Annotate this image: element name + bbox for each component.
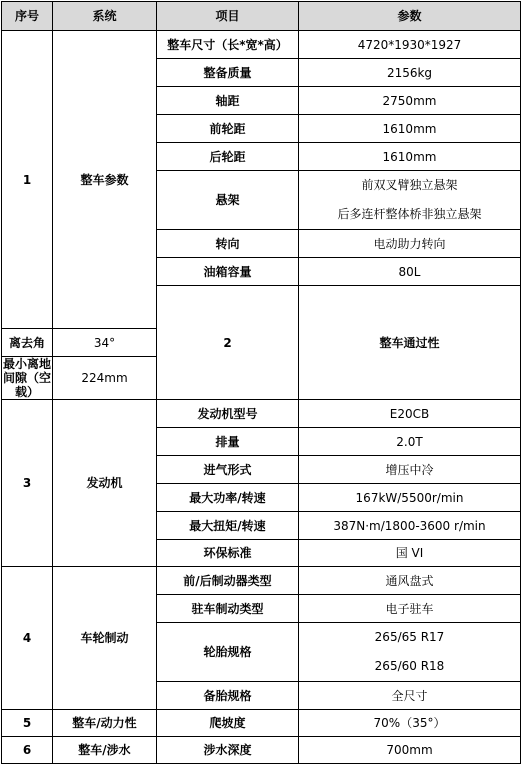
row-value-line: 后多连杆整体桥非独立悬架 (337, 207, 482, 221)
row-value-line: 265/60 R18 (374, 659, 445, 673)
table-header (2, 2, 521, 31)
row-item: 环保标准 (157, 540, 299, 567)
row-value: E20CB (299, 400, 521, 428)
group-system: 整车/动力性 (53, 710, 157, 737)
row-value: 1610mm (299, 143, 521, 171)
row-value: 通风盘式 (299, 567, 521, 595)
row-value: 387N·m/1800-3600 r/min (299, 512, 521, 540)
row-item: 转向 (157, 230, 299, 258)
row-item: 前/后制动器类型 (157, 567, 299, 595)
row-item: 涉水深度 (157, 737, 299, 764)
row-value: 80L (299, 258, 521, 286)
table-row (2, 567, 521, 595)
row-item: 前轮距 (157, 115, 299, 143)
group-system: 车轮制动 (53, 567, 157, 710)
spec-table (1, 1, 521, 764)
table-row (2, 31, 521, 59)
row-item: 整备质量 (157, 59, 299, 87)
row-value: 2156kg (299, 59, 521, 87)
group-seq: 6 (2, 737, 53, 764)
row-item: 悬架 (157, 171, 299, 230)
row-item: 爬坡度 (157, 710, 299, 737)
row-item: 最小离地间隙（空载） (2, 357, 51, 399)
row-item: 最大功率/转速 (157, 484, 299, 512)
row-value: 国 VI (299, 540, 521, 567)
row-value-line: 265/65 R17 (374, 630, 445, 644)
group-system: 整车参数 (53, 31, 157, 329)
row-item: 驻车制动类型 (157, 595, 299, 623)
row-item: 轴距 (157, 87, 299, 115)
row-item: 排量 (157, 428, 299, 456)
row-item: 发动机型号 (157, 400, 299, 428)
header-param: 参数 (299, 2, 521, 31)
group-seq: 3 (2, 400, 53, 567)
group-system: 发动机 (53, 400, 157, 567)
group-system: 整车通过性 (299, 286, 521, 400)
row-value: 电子驻车 (299, 595, 521, 623)
header-row (2, 2, 521, 31)
row-value: 电动助力转向 (299, 230, 521, 258)
group-system: 整车/涉水 (53, 737, 157, 764)
table-row (2, 710, 521, 737)
group-seq: 1 (2, 31, 53, 329)
row-item: 离去角 (2, 329, 53, 357)
row-item: 最大扭矩/转速 (157, 512, 299, 540)
row-value: 2750mm (299, 87, 521, 115)
row-value-line: 前双叉臂独立悬架 (361, 178, 458, 192)
row-item: 备胎规格 (157, 682, 299, 710)
header-item: 项目 (157, 2, 299, 31)
row-item: 轮胎规格 (157, 623, 299, 682)
row-value: 167kW/5500r/min (299, 484, 521, 512)
row-value: 34° (53, 329, 157, 357)
table-body (2, 31, 521, 764)
row-value: 1610mm (299, 115, 521, 143)
row-value: 增压中冷 (299, 456, 521, 484)
row-item: 油箱容量 (157, 258, 299, 286)
header-seq: 序号 (2, 2, 53, 31)
row-item: 整车尺寸（长*宽*高） (157, 31, 299, 59)
group-seq: 5 (2, 710, 53, 737)
row-value: 224mm (53, 357, 157, 400)
group-seq: 4 (2, 567, 53, 710)
row-value: 全尺寸 (299, 682, 521, 710)
table-row (2, 400, 521, 428)
row-value: 4720*1930*1927 (299, 31, 521, 59)
header-system: 系统 (53, 2, 157, 31)
row-item: 后轮距 (157, 143, 299, 171)
table-row (2, 737, 521, 764)
row-value-multi (299, 623, 521, 682)
row-item: 进气形式 (157, 456, 299, 484)
row-value: 2.0T (299, 428, 521, 456)
row-value: 700mm (299, 737, 521, 764)
group-seq: 2 (157, 286, 299, 400)
row-value: 70%（35°） (299, 710, 521, 737)
row-value-multi (299, 171, 521, 230)
